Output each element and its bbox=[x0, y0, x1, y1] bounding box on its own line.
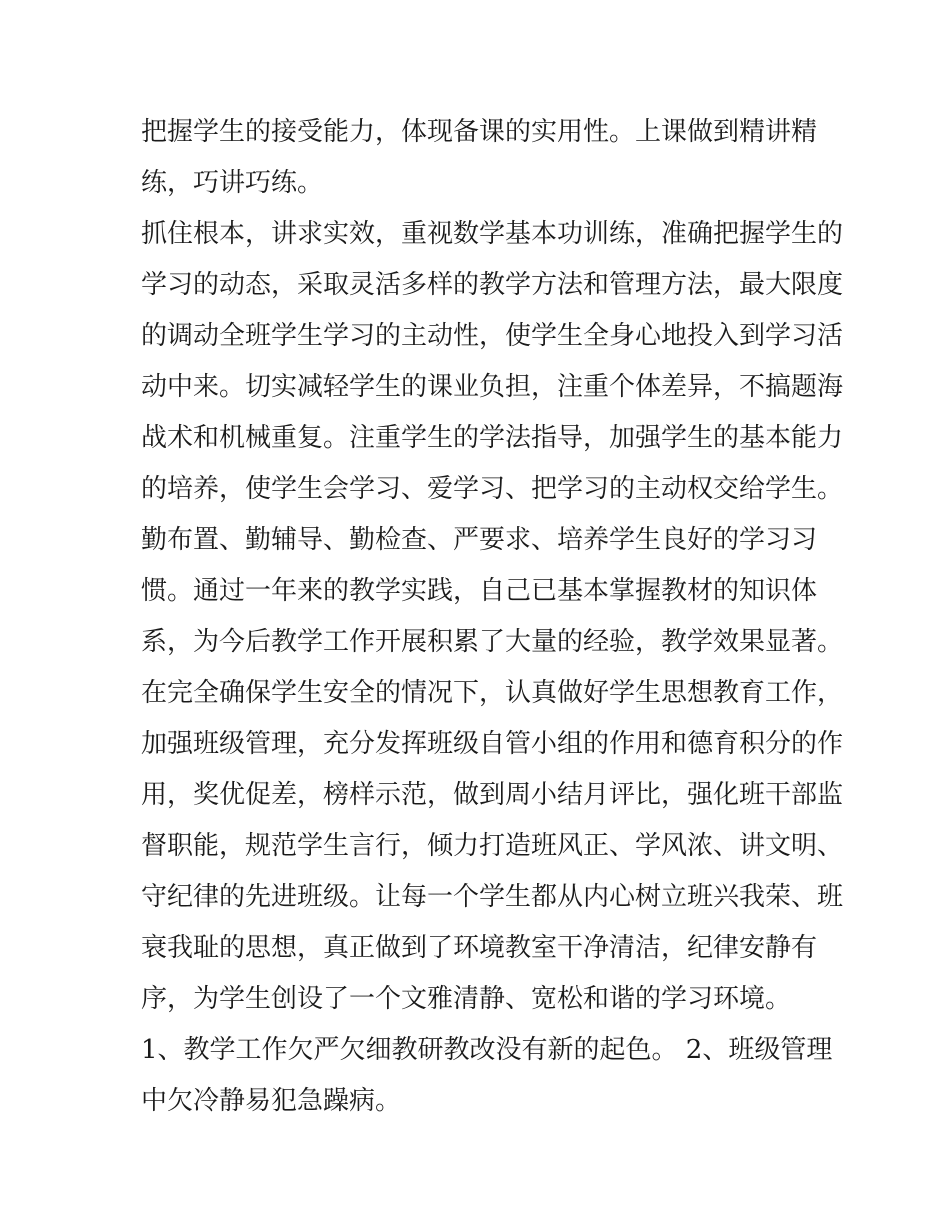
text-line: 守纪律的先进班级。让每一个学生都从内心树立班兴我荣、班 bbox=[141, 882, 844, 912]
text-line: 系，为今后教学工作开展积累了大量的经验，教学效果显著。 bbox=[141, 627, 844, 657]
paragraph-teaching-preparation bbox=[141, 107, 821, 209]
text-line: 的调动全班学生学习的主动性，使学生全身心地投入到学习活 bbox=[141, 321, 844, 351]
text-line: 把握学生的接受能力，体现备课的实用性。上课做到精讲精 bbox=[141, 117, 818, 147]
text-line: 在完全确保学生安全的情况下，认真做好学生思想教育工作， bbox=[141, 678, 844, 708]
text-line: 用，奖优促差，榜样示范，做到周小结月评比，强化班干部监 bbox=[141, 780, 844, 810]
document-body bbox=[141, 107, 844, 1127]
text-line: 衰我耻的思想，真正做到了环境教室干净清洁，纪律安静有 bbox=[141, 933, 818, 963]
text-line: 中欠冷静易犯急躁病。 bbox=[141, 1086, 402, 1116]
text-line: 动中来。切实减轻学生的课业负担，注重个体差异，不搞题海 bbox=[141, 372, 844, 402]
text-line: 惯。通过一年来的教学实践，自己已基本掌握教材的知识体 bbox=[141, 576, 818, 606]
text-line: 战术和机械重复。注重学生的学法指导，加强学生的基本能力 bbox=[141, 423, 844, 453]
text-line: 练，巧讲巧练。 bbox=[141, 168, 324, 198]
text-line: 序，为学生创设了一个文雅清静、宽松和谐的学习环境。 bbox=[141, 984, 792, 1014]
paragraph-shortcomings bbox=[141, 1025, 833, 1127]
text-line: 的培养，使学生会学习、爱学习、把学习的主动权交给学生。 bbox=[141, 474, 844, 504]
paragraph-teaching-practice bbox=[141, 209, 844, 1025]
text-line: 勤布置、勤辅导、勤检查、严要求、培养学生良好的学习习 bbox=[141, 525, 818, 555]
text-line: 1、教学工作欠严欠细教研教改没有新的起色。 2、班级管理 bbox=[141, 1035, 833, 1065]
text-line: 加强班级管理，充分发挥班级自管小组的作用和德育积分的作 bbox=[141, 729, 844, 759]
text-line: 学习的动态，采取灵活多样的教学方法和管理方法，最大限度 bbox=[141, 270, 844, 300]
text-line: 督职能，规范学生言行，倾力打造班风正、学风浓、讲文明、 bbox=[141, 831, 844, 861]
text-line: 抓住根本，讲求实效，重视数学基本功训练，准确把握学生的 bbox=[141, 219, 844, 249]
